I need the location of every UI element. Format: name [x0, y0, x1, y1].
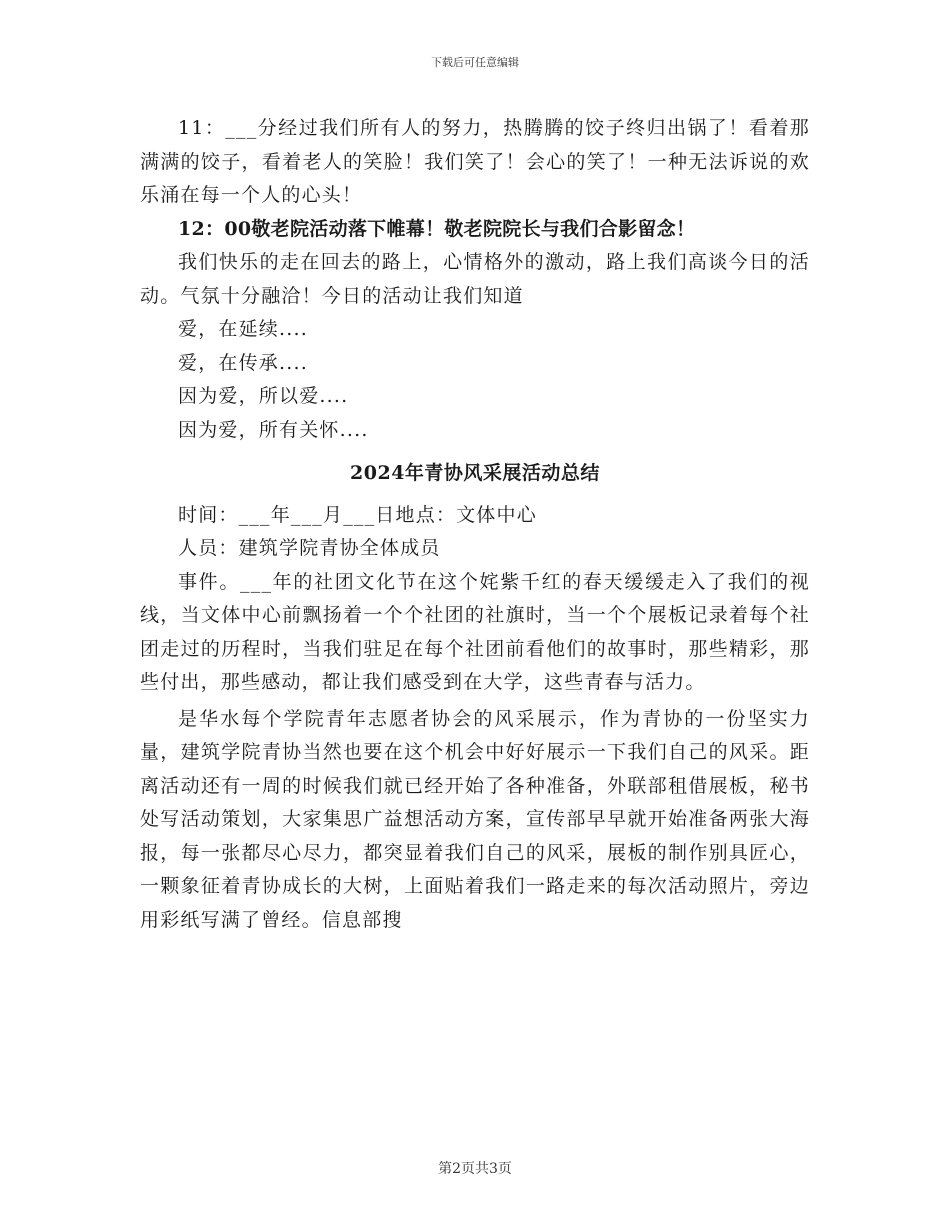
page-header-note: 下载后可任意编辑: [431, 56, 519, 69]
section-title: 2024年青协风采展活动总结: [350, 462, 600, 484]
line-all-care: 因为爱，所有关怀....: [178, 418, 369, 441]
line-love-inherit: 爱，在传承....: [178, 351, 308, 374]
paragraph-activity-end: 12：00敬老院活动落下帷幕！敬老院院长与我们合影留念！: [178, 217, 696, 240]
line-time-location: 时间：___年___月___日地点：文体中心: [178, 503, 537, 526]
line-love-continue: 爱，在延续....: [178, 318, 308, 340]
paragraph-event: 事件。___年的社团文化节在这个姹紫千红的春天缓缓走入了我们的视线，当文体中心前飘扬着一个个社团的社旗时，当一个个展板记录着每个社团走过的历程时，当我们驻足在每个社团前看他们的故事时，那些精彩，那些付出，那些感动，都让我们感受到在大学，这些青春与活力。: [140, 570, 810, 693]
paragraph-return: 我们快乐的走在回去的路上，心情格外的激动，路上我们高谈今日的活动。气氛十分融洽！今日的活动让我们知道: [140, 251, 810, 307]
page-number: 第2页共3页: [438, 1161, 512, 1177]
line-people: 人员：建筑学院青协全体成员: [178, 537, 441, 559]
paragraph-showcase: 是华水每个学院青年志愿者协会的风采展示，作为青协的一份坚实力量，建筑学院青协当然也要在这个机会中好好展示一下我们自己的风采。距离活动还有一周的时候我们就已经开始了各种准备，外联部租借展板，秘书处写活动策划，大家集思广益想活动方案，宣传部早早就开始准备两张大海报，每一张都尽心尽力，都突显着我们自己的风采，展板的制作别具匠心，一颗象征着青协成长的大树，上面贴着我们一路走来的每次活动照片，旁边用彩纸写满了曾经。信息部搜: [140, 707, 810, 931]
line-because-love: 因为爱，所以爱....: [178, 385, 349, 407]
document-body: [140, 112, 810, 937]
paragraph-dumplings: 11：___分经过我们所有人的努力，热腾腾的饺子终归出锅了！看着那满满的饺子，看着老人的笑脸！我们笑了！会心的笑了！一种无法诉说的欢乐涌在每一个人的心头！: [140, 117, 810, 206]
